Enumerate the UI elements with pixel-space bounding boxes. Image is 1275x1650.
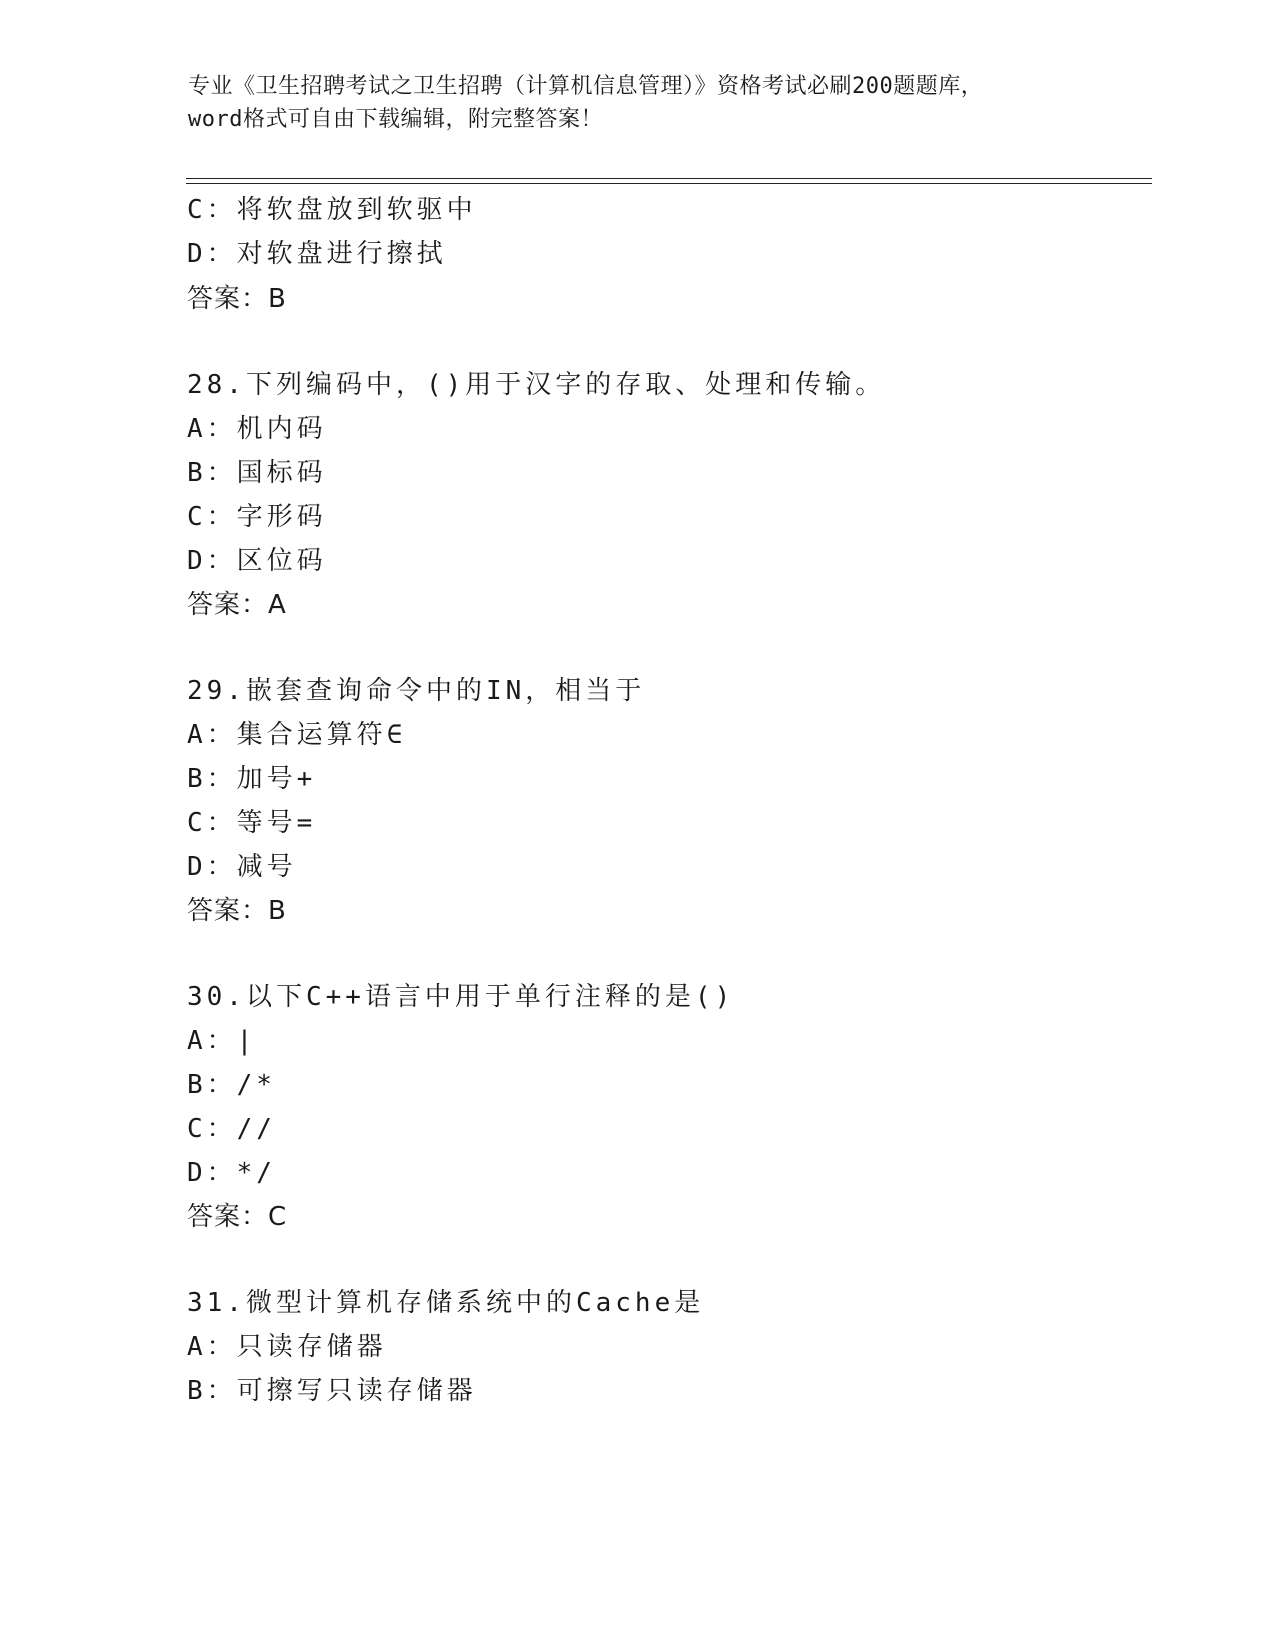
- answer-label: 答案：B: [187, 284, 287, 314]
- question-stem: 29.嵌套查询命令中的IN，相当于: [187, 676, 646, 706]
- header-rule-top: [186, 178, 1152, 179]
- option-b: B：可擦写只读存储器: [187, 1376, 477, 1406]
- option-d: D：*/: [187, 1158, 276, 1188]
- question-stem: 30.以下C++语言中用于单行注释的是(): [187, 982, 735, 1012]
- document-header: [188, 70, 1088, 136]
- option-a: A：只读存储器: [187, 1332, 387, 1362]
- option-d: D：对软盘进行擦拭: [187, 239, 447, 269]
- option-a: A：集合运算符∈: [187, 720, 407, 750]
- answer-label: 答案：C: [187, 1202, 288, 1232]
- option-c: C：将软盘放到软驱中: [187, 195, 477, 225]
- option-d: D：减号: [187, 852, 297, 882]
- option-c: C：字形码: [187, 502, 327, 532]
- option-a: A：机内码: [187, 414, 327, 444]
- header-line-1: 专业《卫生招聘考试之卫生招聘（计算机信息管理）》资格考试必刷200题题库，: [188, 74, 984, 99]
- answer-label: 答案：A: [187, 590, 287, 620]
- answer-label: 答案：B: [187, 896, 287, 926]
- option-a: A：|: [187, 1026, 257, 1056]
- option-c: C：//: [187, 1114, 276, 1144]
- option-b: B：加号+: [187, 764, 317, 794]
- question-stem: 28.下列编码中，()用于汉字的存取、处理和传输。: [187, 370, 886, 400]
- option-b: B：国标码: [187, 458, 327, 488]
- header-line-2: word格式可自由下载编辑，附完整答案！: [188, 107, 603, 132]
- option-d: D：区位码: [187, 546, 327, 576]
- option-c: C：等号=: [187, 808, 317, 838]
- option-b: B：/*: [187, 1070, 276, 1100]
- header-rule-bottom: [186, 183, 1152, 184]
- question-stem: 31.微型计算机存储系统中的Cache是: [187, 1288, 705, 1318]
